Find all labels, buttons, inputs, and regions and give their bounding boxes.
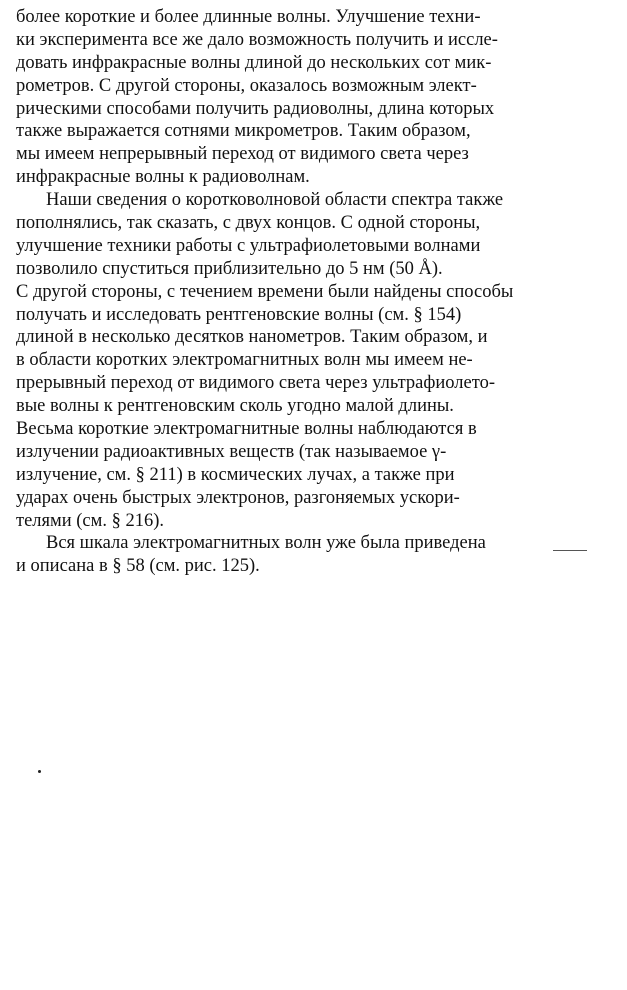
print-speck: [38, 770, 41, 773]
print-dash-mark: [553, 550, 587, 551]
text-line: Вся шкала электромагнитных волн уже была приведена: [46, 533, 486, 554]
page-text: [16, 6, 604, 578]
text-line: ударах очень быстрых электронов, разгоняемых ускори-: [16, 487, 460, 508]
text-line: вые волны к рентгеновским сколь угодно малой длины.: [16, 396, 454, 417]
paragraph-1: [16, 6, 604, 189]
paragraph-3: [16, 532, 604, 578]
text-line: длиной в несколько десятков нанометров. Таким образом, и: [16, 327, 488, 348]
text-line: С другой стороны, с течением времени были найдены способы: [16, 281, 514, 302]
paragraph-2: [16, 189, 604, 532]
text-line: рометров. С другой стороны, оказалось возможным элект-: [16, 75, 477, 96]
text-line: улучшение техники работы с ультрафиолетовыми волнами: [16, 235, 481, 256]
text-line: довать инфракрасные волны длиной до нескольких сот мик-: [16, 52, 492, 73]
text-line: и описана в § 58 (см. рис. 125).: [16, 556, 260, 577]
text-line: излучение, см. § 211) в космических лучах, а также при: [16, 464, 455, 485]
text-line: излучении радиоактивных веществ (так называемое γ-: [16, 441, 447, 462]
text-line: пополнялись, так сказать, с двух концов. С одной стороны,: [16, 213, 481, 234]
text-line: позволило спуститься приблизительно до 5 нм (50 Å).: [16, 258, 443, 279]
text-line: инфракрасные волны к радиоволнам.: [16, 167, 310, 188]
text-line: также выражается сотнями микрометров. Таким образом,: [16, 121, 471, 142]
text-line: прерывный переход от видимого света через ультрафиолето-: [16, 373, 495, 394]
text-line: получать и исследовать рентгеновские волны (см. § 154): [16, 304, 462, 325]
text-line: в области коротких электромагнитных волн мы имеем не-: [16, 350, 473, 371]
text-line: телями (см. § 216).: [16, 510, 165, 531]
text-line: мы имеем непрерывный переход от видимого света через: [16, 144, 469, 165]
text-line: Наши сведения о коротковолновой области спектра также: [46, 190, 504, 211]
text-line: Весьма короткие электромагнитные волны наблюдаются в: [16, 419, 477, 440]
text-line: более короткие и более длинные волны. Улучшение техни-: [16, 7, 481, 27]
text-line: рическими способами получить радиоволны, длина которых: [16, 98, 495, 119]
text-line: ки эксперимента все же дало возможность получить и иссле-: [16, 29, 498, 50]
